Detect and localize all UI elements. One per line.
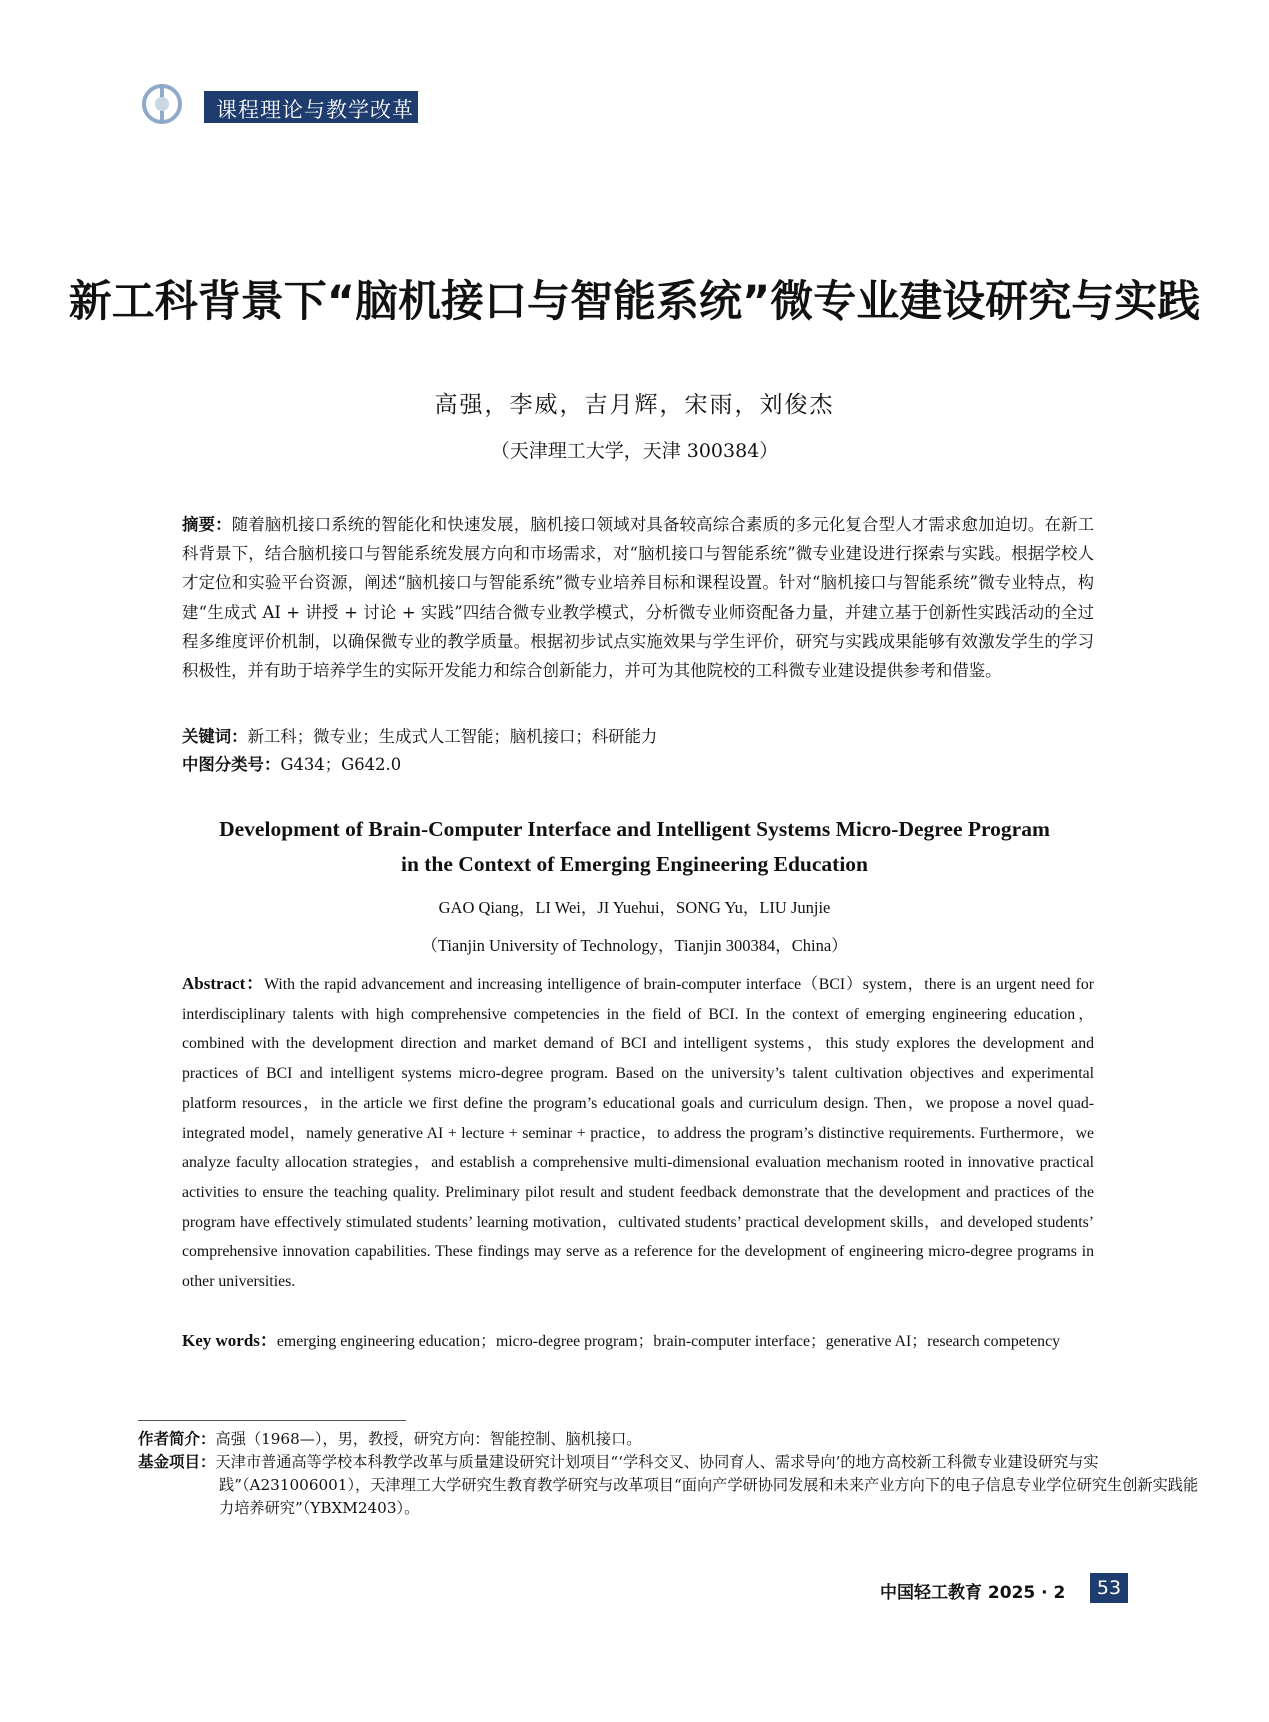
- keywords-en-text: emerging engineering education；micro-degree program；brain-computer interface；generative AI；research competency: [276, 1333, 1060, 1350]
- section-label: 课程理论与教学改革: [216, 98, 414, 122]
- footnote-fund-text: 天津市普通高等学校本科教学改革与质量建设研究计划项目“‘学科交叉、协同育人、需求导向’的地方高校新工科微专业建设研究与实践”（A231006001），天津理工大学研究生教育教学研究与改革项目“面向产学研协同发展和未来产业方向下的电子信息专业学位研究生创新实践能力培养研究”（YBXM2403）。: [215, 1453, 1199, 1517]
- abstract-en: [182, 969, 1094, 1297]
- footnote-author-text: 高强（1968—），男，教授，研究方向：智能控制、脑机接口。: [215, 1430, 642, 1448]
- keywords-en: [182, 1326, 1094, 1357]
- affiliation-en: （Tianjin University of Technology，Tianjin 300384，China）: [421, 936, 848, 955]
- title-en-line2: in the Context of Emerging Engineering Education: [400, 852, 869, 876]
- keywords-cn: [182, 722, 1094, 751]
- footnote-author: [138, 1428, 1128, 1451]
- footnote-divider: [138, 1420, 406, 1421]
- footnote-author-label: 作者简介：: [138, 1430, 216, 1448]
- authors-en: GAO Qiang，LI Wei，JI Yuehui，SONG Yu，LIU Junjie: [438, 898, 831, 917]
- clc-number: [182, 750, 1094, 779]
- keywords-cn-label: 关键词：: [182, 727, 248, 746]
- footnote-fund-label: 基金项目：: [138, 1453, 216, 1471]
- affiliation-cn: （天津理工大学，天津 300384）: [490, 440, 779, 462]
- keywords-en-label: Key words：: [182, 1331, 277, 1350]
- authors-cn: 高强，李威，吉月辉，宋雨，刘俊杰: [434, 392, 835, 418]
- abstract-en-label: Abstract：: [182, 974, 265, 993]
- clc-text: G434；G642.0: [280, 755, 402, 774]
- abstract-cn-text: 随着脑机接口系统的智能化和快速发展，脑机接口领域对具备较高综合素质的多元化复合型人才需求愈加迫切。在新工科背景下，结合脑机接口与智能系统发展方向和市场需求，对“脑机接口与智能系统”微专业建设进行探索与实践。根据学校人才定位和实验平台资源，阐述“脑机接口与智能系统”微专业培养目标和课程设置。针对“脑机接口与智能系统”微专业特点，构建“生成式 AI + 讲授 + 讨论 + 实践”四结合微专业教学模式，分析微专业师资配备力量，并建立基于创新性实践活动的全过程多维度评价机制，以确保微专业的教学质量。根据初步试点实施效果与学生评价，研究与实践成果能够有效激发学生的学习积极性，并有助于培养学生的实际开发能力和综合创新能力，并可为其他院校的工科微专业建设提供参考和借鉴。: [182, 515, 1095, 681]
- article-title-cn: 新工科背景下“脑机接口与智能系统”微专业建设研究与实践: [68, 277, 1201, 327]
- title-en-line1: Development of Brain-Computer Interface and Intelligent Systems Micro-Degree Program: [219, 817, 1050, 841]
- keywords-cn-text: 新工科；微专业；生成式人工智能；脑机接口；科研能力: [247, 727, 658, 746]
- footnote-fund: [138, 1451, 1209, 1520]
- clc-label: 中图分类号：: [182, 755, 281, 774]
- page-number: 53: [1090, 1573, 1128, 1603]
- abstract-en-text: With the rapid advancement and increasing intelligence of brain-computer interface（BCI）system，there is an urgent need for interdisciplinary talents with high comprehensive competencies in the field of BCI. In the context of emerging engineering education，combined with the development direction and market demand of BCI and intelligent systems，this study explores the development and practices of BCI and intelligent systems micro-degree program. Based on the university’s talent cultivation objectives and experimental platform resources，in the article we first define the program’s educational goals and curriculum design. Then，we propose a novel quad-integrated model，namely generative AI + lecture + seminar + practice，to address the program’s distinctive requirements. Furthermore，we analyze faculty allocation strategies，and establish a comprehensive multi-dimensional evaluation mechanism rooted in innovative practical activities to ensure the teaching quality. Preliminary pilot result and student feedback demonstrate that the development and practices of the program have effectively stimulated students’ learning motivation，cultivated students’ practical development skills，and developed students’ comprehensive innovation capabilities. These findings may serve as a reference for the development of engineering micro-degree programs in other universities.: [182, 976, 1094, 1291]
- footer-journal-issue: 中国轻工教育 2025 · 2: [880, 1583, 1066, 1603]
- section-header-band: [204, 91, 418, 123]
- abstract-cn: [182, 510, 1094, 685]
- article-title-en: [0, 812, 1269, 882]
- abstract-cn-label: 摘要：: [182, 515, 232, 534]
- journal-section-icon: [140, 82, 184, 126]
